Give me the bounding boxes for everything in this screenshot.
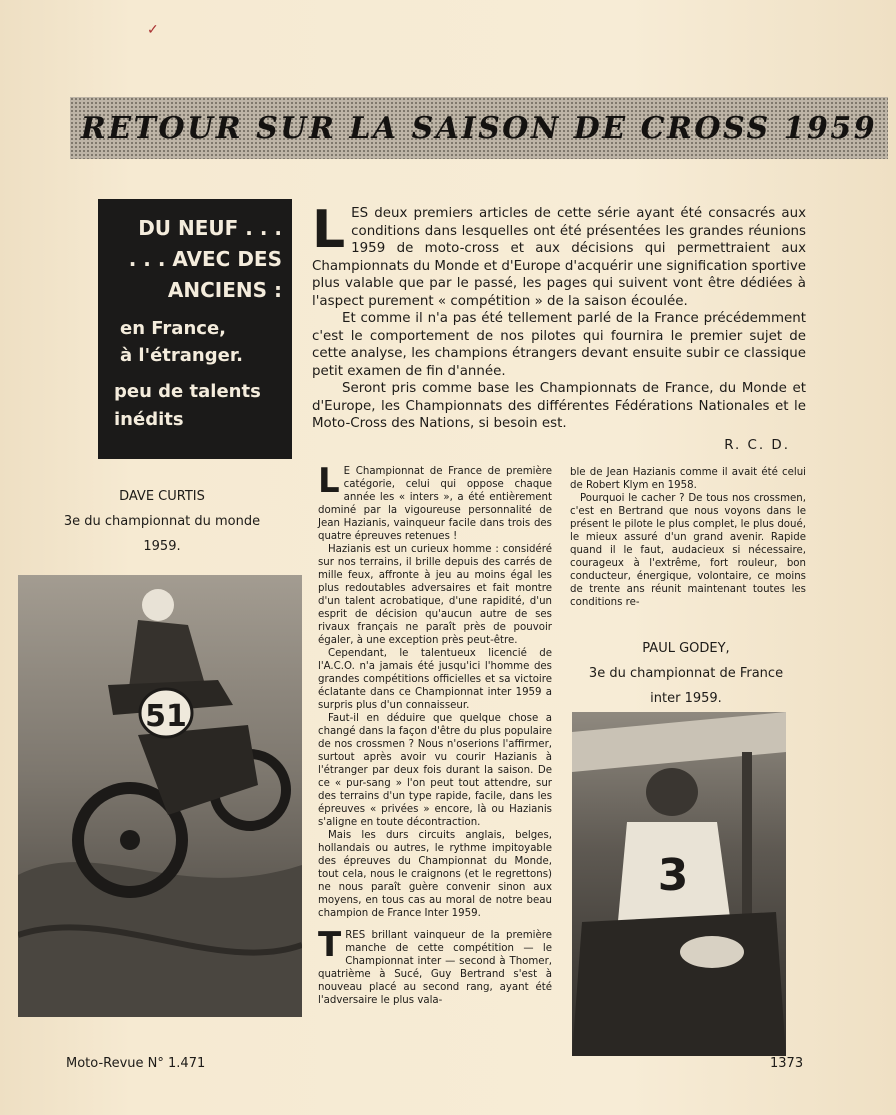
- headline-line-4: en France,: [120, 318, 226, 339]
- col1-paragraph-5: Mais les durs circuits anglais, belges, hollandais ou autres, le rythme impitoyable des épreuves du Championnat du Monde, tout cela, nous le craignons (et le regrettons) ne nous paraît guère convenir sinon aux moyens, en tous cas au moral de notre beau champion de France Inter 1959.: [318, 830, 552, 919]
- intro-dropcap: L: [312, 200, 346, 260]
- caption-line: 3e du championnat de France: [588, 666, 784, 681]
- race-number-51: 51: [145, 699, 187, 734]
- page-title: RETOUR SUR LA SAISON DE CROSS 1959: [80, 110, 878, 146]
- col2-paragraph-1: ble de Jean Hazianis comme il avait été celui de Robert Klym en 1958.: [570, 467, 806, 491]
- col1-dropcap: L: [318, 461, 340, 501]
- intro-paragraph-3: Seront pris comme base les Championnats de France, du Monde et d'Europe, les Championnats des différentes Fédérations Nationales et le Moto-Cross des Nations, si besoin est.: [312, 381, 806, 431]
- caption-line: 3e du championnat du monde: [63, 514, 261, 529]
- intro-paragraph-2: Et comme il n'a pas été tellement parlé de la France précédemment c'est le comportement de nos pilotes qui fournira le premier sujet de cette analyse, les champions étrangers devant ensuite subir ce classique petit examen de fin d'année.: [312, 311, 806, 379]
- caption-name: DAVE CURTIS: [119, 489, 205, 504]
- caption-line: 1959.: [143, 539, 181, 554]
- caption-line: inter 1959.: [650, 691, 722, 706]
- col1-paragraph-6: TRES brillant vainqueur de la première manche de cette compétition — le Championnat inter — second à Thomer, quatrième à Sucé, Guy Bertrand s'est à nouveau placé au second rang, ayant été l'adversaire le plus vala-: [318, 925, 552, 1006]
- col1-paragraph-1: L E Championnat de France de première catégorie, celui qui oppose chaque année les « inters », a été entièrement dominé par la vigoureuse personnalité de Jean Hazianis, vainqueur facile dans trois des quatre épreuves retenues !: [318, 461, 552, 542]
- col1-paragraph-4: Faut-il en déduire que quelque chose a changé dans la façon d'être du plus populaire de nos crossmen ? Nous n'oserions l'affirmer, surtout après avoir vu courir Hazianis à l'étranger par deux fois durant la saison. De ce « pur-sang » l'on peut tout attendre, sur des terrains d'un type rapide, facile, dans les épreuves « privées » encore, là ou Hazianis s'aligne en toute décontraction.: [318, 713, 552, 828]
- intro-signature: R. C. D.: [724, 437, 790, 453]
- headline-line-6: peu de talents: [114, 381, 261, 402]
- col1-paragraph-3: Cependant, le talentueux licencié de l'A.C.O. n'a jamais été jusqu'ici l'homme des grandes compétitions officielles et sa victoire éclatante dans ce Championnat inter 1959 a surpris plus d'un connaisseur.: [318, 648, 552, 711]
- rider-portrait-illustration: [572, 712, 786, 1056]
- race-number-3: 3: [657, 850, 689, 901]
- headline-line-1: DU NEUF . . .: [138, 216, 282, 240]
- handwritten-mark: ✓: [147, 23, 159, 38]
- article-column-1: [318, 461, 552, 1007]
- headline-line-2: . . . AVEC DES: [128, 247, 282, 271]
- headline-box: [98, 199, 292, 459]
- footer-publication: Moto-Revue N° 1.471: [66, 1056, 206, 1071]
- photo-caption-godey: [562, 636, 810, 711]
- photo-paul-godey: [572, 712, 786, 1056]
- photo-dave-curtis: [18, 575, 302, 1017]
- headline-line-7: inédits: [114, 409, 184, 430]
- article-column-2: [570, 466, 806, 609]
- intro-text: [312, 200, 806, 454]
- col1-paragraph-2: Hazianis est un curieux homme : considéré sur nos terrains, il brille depuis des carrés de mille feux, affronte à jeu au moins égal les plus redoutables adversaires et fait montre d'un talent acrobatique, d'une rapidité, d'un esprit de décision qu'aucun autre de ses rivaux français ne paraît près de pouvoir égaler, à une exception près peut-être.: [318, 544, 552, 646]
- intro-paragraph-1: LES deux premiers articles de cette série ayant été consacrés aux conditions dans lesquelles ont été présentées les grandes réunions 1959 de moto-cross et aux décisions qui permettraient aux Championnats du Monde et d'Europe d'acquérir une signification sportive plus valable que par le passé, les pages qui suivent vont être dédiées à l'aspect purement « compétition » de la saison écoulée.: [312, 200, 806, 309]
- photo-caption-curtis: [40, 484, 284, 559]
- headline-line-3: ANCIENS :: [167, 278, 282, 302]
- motocross-rider-illustration: [18, 575, 302, 1017]
- headline-line-5: à l'étranger.: [120, 345, 243, 366]
- col2-paragraph-2: Pourquoi le cacher ? De tous nos crossmen, c'est en Bertrand que nous voyons dans le présent le pilote le plus complet, le plus doué, le mieux assuré d'un grand avenir. Rapide quand il le faut, audacieux si nécessaire, courageux à l'extrême, fort rouleur, bon conducteur, énergique, volontaire, ce moins de trente ans réunit maintenant toutes les conditions re-: [570, 493, 806, 608]
- col1-dropcap-2: T: [318, 925, 342, 965]
- caption-name: PAUL GODEY,: [642, 641, 730, 656]
- footer-page-number: 1373: [770, 1056, 804, 1071]
- title-band: [70, 97, 888, 159]
